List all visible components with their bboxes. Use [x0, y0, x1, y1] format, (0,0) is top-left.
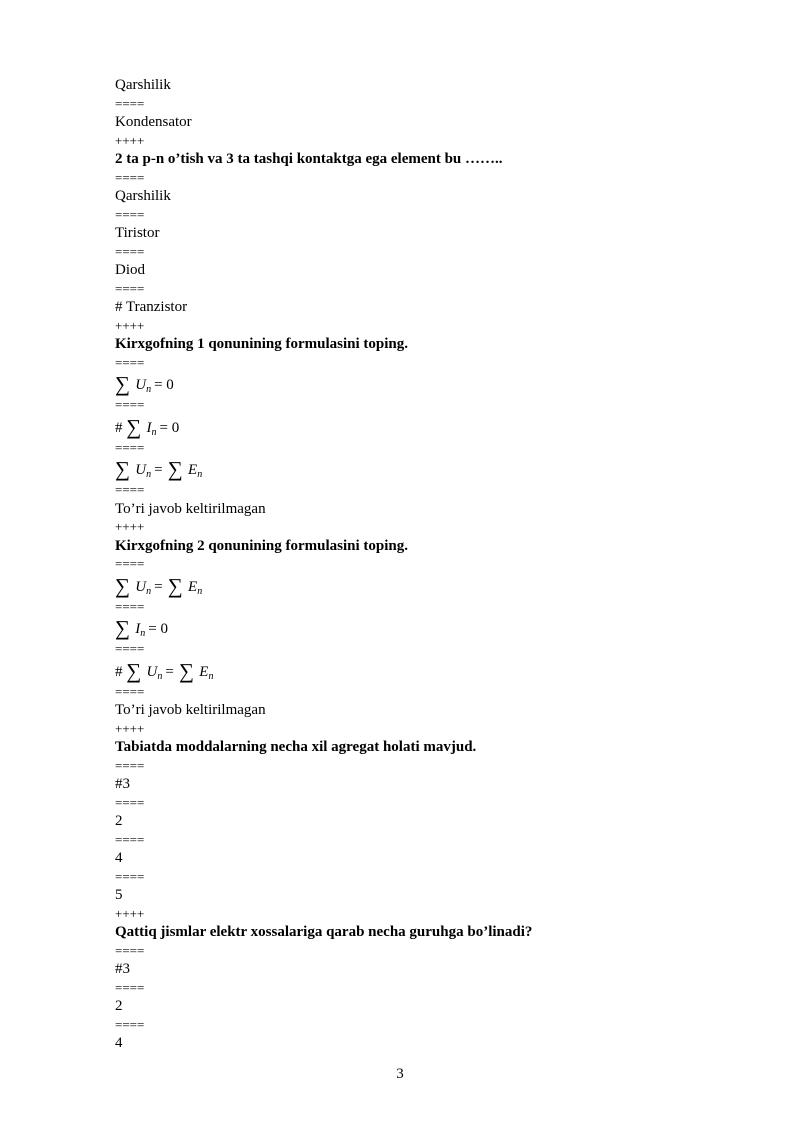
- separator-line: ++++: [115, 132, 145, 148]
- sigma-symbol: ∑: [115, 457, 136, 481]
- sigma-symbol: ∑: [162, 573, 189, 598]
- answer-option: 5: [115, 887, 123, 903]
- formula-variable: U: [135, 462, 147, 478]
- separator-line: ====: [115, 556, 145, 571]
- formula-prefix: #: [115, 663, 127, 680]
- answer-option: #3: [115, 961, 130, 977]
- formula-subscript: n: [157, 670, 163, 682]
- separator-line: ====: [115, 169, 145, 185]
- separator-line: ====: [115, 1016, 145, 1032]
- separator-line: ====: [115, 280, 145, 296]
- formula-rhs: =: [165, 663, 174, 680]
- formula-variable: U: [135, 377, 147, 393]
- separator-line: ++++: [115, 905, 145, 921]
- formula-variable: U: [146, 663, 158, 680]
- separator-line: ++++: [115, 720, 145, 736]
- formula-rhs: = 0: [148, 621, 168, 637]
- separator-line: ====: [115, 354, 145, 370]
- formula-variable: E: [188, 578, 198, 595]
- formula-subscript: n: [151, 426, 157, 438]
- formula-option: [115, 574, 755, 598]
- formula-subscript: n: [146, 384, 152, 395]
- answer-option: Tiristor: [115, 225, 160, 241]
- sigma-symbol: ∑: [173, 658, 200, 683]
- document-body: [115, 76, 755, 1053]
- separator-line: ====: [115, 598, 145, 614]
- separator-line: ====: [115, 243, 145, 259]
- answer-option: To’ri javob keltirilmagan: [115, 702, 266, 718]
- question-text: 2 ta p-n o’tish va 3 ta tashqi kontaktga ega element bu ……..: [115, 151, 503, 167]
- formula-option: [115, 659, 755, 683]
- answer-option: Diod: [115, 262, 145, 278]
- formula-variable: E: [188, 462, 198, 478]
- answer-option: Kondensator: [115, 114, 192, 130]
- sigma-symbol: ∑: [162, 457, 189, 481]
- answer-option: 4: [115, 850, 123, 866]
- separator-line: ====: [115, 683, 145, 699]
- separator-line: ====: [115, 641, 145, 656]
- formula-rhs: =: [154, 578, 163, 595]
- separator-line: ++++: [115, 317, 145, 333]
- formula-option: [115, 457, 755, 481]
- question-text: Kirxgofning 1 qonunining formulasini toping.: [115, 336, 408, 352]
- separator-line: ++++: [115, 519, 145, 534]
- formula-option: [115, 372, 755, 396]
- separator-line: ====: [115, 794, 145, 810]
- separator-line: ====: [115, 942, 145, 958]
- formula-variable: U: [135, 578, 147, 595]
- separator-line: ====: [115, 439, 145, 455]
- answer-option: 2: [115, 998, 123, 1014]
- separator-line: ====: [115, 979, 145, 995]
- answer-option: 2: [115, 813, 123, 829]
- formula-subscript: n: [140, 628, 146, 639]
- formula-variable: I: [135, 621, 141, 637]
- question-text: Tabiatda moddalarning necha xil agregat holati mavjud.: [115, 739, 477, 755]
- sigma-symbol: ∑: [115, 616, 136, 640]
- formula-subscript: n: [146, 469, 152, 480]
- separator-line: ====: [115, 868, 145, 884]
- separator-line: ====: [115, 95, 145, 111]
- answer-option: #3: [115, 776, 130, 792]
- separator-line: ====: [115, 397, 145, 412]
- sigma-symbol: ∑: [115, 372, 136, 396]
- answer-option: To’ri javob keltirilmagan: [115, 500, 266, 517]
- formula-rhs: = 0: [159, 419, 180, 436]
- question-text: Qattiq jismlar elektr xossalariga qarab necha guruhga bo’linadi?: [115, 924, 533, 940]
- sigma-symbol: ∑: [115, 573, 136, 598]
- formula-option: [115, 616, 755, 640]
- formula-prefix: #: [115, 419, 127, 436]
- answer-option: # Tranzistor: [115, 299, 188, 315]
- formula-subscript: n: [197, 585, 203, 597]
- separator-line: ====: [115, 831, 145, 847]
- separator-line: ====: [115, 206, 145, 222]
- question-text: Kirxgofning 2 qonunining formulasini toping.: [115, 537, 408, 554]
- formula-variable: E: [199, 663, 209, 680]
- formula-rhs: = 0: [154, 377, 174, 393]
- answer-option: 4: [115, 1035, 123, 1051]
- answer-option: Qarshilik: [115, 188, 171, 204]
- separator-line: ====: [115, 757, 145, 773]
- formula-rhs: =: [154, 462, 163, 478]
- formula-variable: I: [146, 419, 152, 436]
- sigma-symbol: ∑: [126, 414, 147, 439]
- answer-option: Qarshilik: [115, 77, 171, 93]
- formula-subscript: n: [197, 469, 203, 480]
- formula-subscript: n: [208, 670, 214, 682]
- separator-line: ====: [115, 482, 145, 497]
- formula-option: [115, 415, 755, 439]
- page-number: 3: [396, 1066, 404, 1082]
- sigma-symbol: ∑: [126, 658, 147, 683]
- formula-subscript: n: [146, 585, 152, 597]
